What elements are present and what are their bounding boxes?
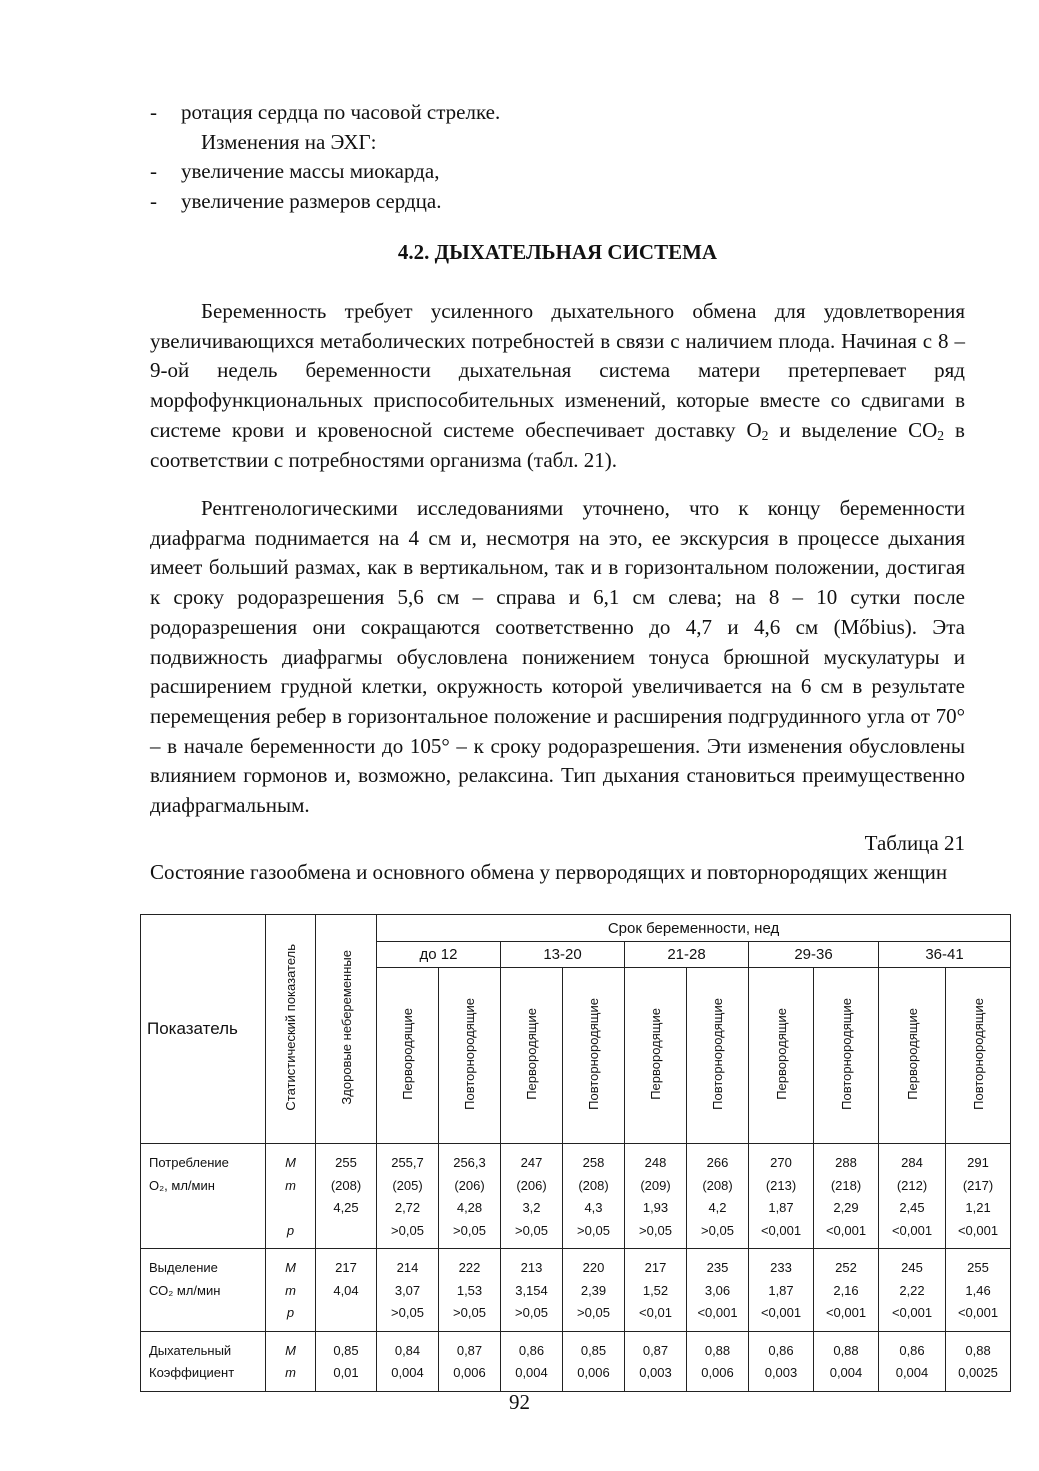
cell-value: (206)	[516, 1177, 547, 1193]
cell-value: 3,154	[515, 1282, 548, 1298]
column-header-multiparous	[439, 968, 501, 1144]
table-label: Таблица 21	[864, 831, 965, 855]
cell-value: 245	[901, 1260, 923, 1275]
table-cell	[814, 1331, 879, 1391]
cell-value: 213	[520, 1260, 543, 1275]
cell-value: 255,7	[391, 1155, 424, 1170]
table-cell	[266, 1144, 316, 1249]
table-cell	[316, 1249, 377, 1332]
cell-value: >0,05	[391, 1305, 424, 1320]
cell-value: <0,001	[957, 1305, 999, 1320]
cell-value: 0,86	[518, 1342, 545, 1358]
table-cell	[625, 1331, 687, 1391]
cell-value: 2,45	[899, 1200, 925, 1215]
table-row	[141, 1249, 1011, 1332]
header-text: Статистический показатель	[283, 944, 298, 1111]
header-text: Первородящие	[400, 1008, 415, 1100]
list-dash: -	[150, 159, 157, 184]
column-header-primiparous	[501, 968, 563, 1144]
cell-value: 288	[835, 1155, 857, 1170]
cell-value: 3,06	[704, 1282, 731, 1298]
paragraph-text: Беременность требует усиленного дыхательного обмена для удовлетворения увеличивающихся метаболических потребностей в связи с наличием плода. Начиная с 8 – 9-ой недель беременности дыхательная система матери претерпевает ряд морфофункциональных приспособительных изменений, которые вместе со сдвигами в системе крови и кровеносной системе обеспечивает доставку О	[150, 299, 965, 442]
cell-value: 266	[706, 1155, 729, 1170]
cell-value: <0,001	[891, 1305, 933, 1320]
header-text: Первородящие	[904, 1008, 920, 1100]
cell-value: 248	[644, 1155, 667, 1170]
table-cell	[377, 1249, 439, 1332]
table-cell	[501, 1249, 563, 1332]
table-cell	[439, 1249, 501, 1332]
cell-value: 284	[901, 1155, 923, 1170]
cell-value: >0,05	[453, 1305, 486, 1320]
cell-value: >0,05	[515, 1222, 548, 1238]
cell-value: 2,16	[833, 1282, 859, 1298]
table-cell	[814, 1144, 879, 1249]
page-number: 92	[509, 1390, 530, 1414]
table-cell	[687, 1144, 749, 1249]
cell-value: Выделение	[149, 1260, 218, 1275]
cell-value: 0,88	[833, 1342, 859, 1358]
cell-value: <0,01	[639, 1305, 672, 1320]
table-cell	[439, 1144, 501, 1249]
header-text: Повторнородящие	[462, 998, 477, 1110]
cell-value: СО₂ мл/мин	[149, 1282, 221, 1298]
cell-value: 1,52	[642, 1282, 669, 1298]
cell-value: 2,29	[833, 1200, 859, 1215]
column-header-indicator: Показатель	[141, 915, 266, 1144]
cell-value: 2,22	[899, 1282, 925, 1298]
cell-value: 4,04	[333, 1282, 359, 1298]
subscript: 2	[937, 427, 945, 443]
column-header-period: 29-36	[749, 942, 879, 968]
gas-exchange-table	[140, 914, 1011, 1392]
cell-value: <0,001	[760, 1305, 802, 1320]
cell-value: 1,46	[965, 1282, 991, 1298]
table-cell	[563, 1249, 625, 1332]
cell-value: m	[285, 1177, 296, 1193]
cell-value: >0,05	[577, 1305, 610, 1320]
table-cell	[563, 1331, 625, 1391]
cell-value: >0,05	[515, 1305, 548, 1320]
column-header-primiparous	[749, 968, 814, 1144]
cell-value: 1,21	[965, 1200, 991, 1215]
cell-value: 1,87	[768, 1282, 794, 1298]
header-text: Повторнородящие	[710, 998, 725, 1110]
cell-value: 3,07	[394, 1282, 421, 1298]
column-header-multiparous	[563, 968, 625, 1144]
cell-value: 0,004	[515, 1365, 548, 1380]
cell-value: (208)	[330, 1177, 362, 1193]
cell-value: (212)	[896, 1177, 928, 1193]
cell-value: 233	[770, 1260, 792, 1275]
table-cell	[625, 1144, 687, 1249]
cell-value: <0,001	[697, 1305, 738, 1320]
list-item: ротация сердца по часовой стрелке.	[181, 100, 501, 124]
header-text: Первородящие	[524, 1008, 539, 1100]
cell-value: 0,88	[704, 1342, 731, 1358]
column-header-healthy	[316, 915, 377, 1144]
body-paragraph	[150, 297, 965, 475]
column-header-stat	[266, 915, 316, 1144]
table-row	[141, 1331, 1011, 1391]
cell-value: 4,2	[708, 1200, 727, 1215]
cell-value: 0,006	[701, 1365, 734, 1380]
cell-value: <0,001	[760, 1222, 802, 1238]
cell-value: <0,001	[957, 1222, 999, 1238]
subscript: 2	[761, 427, 769, 443]
column-header-multiparous	[946, 968, 1011, 1144]
list-item: увеличение массы миокарда,	[181, 159, 440, 184]
cell-value: 247	[520, 1155, 543, 1170]
cell-value: 214	[396, 1260, 419, 1275]
cell-value: 291	[967, 1155, 989, 1170]
cell-value: p	[286, 1222, 295, 1238]
cell-value: Коэффициент	[149, 1365, 235, 1380]
list-dash: -	[150, 100, 157, 124]
cell-value: 0,86	[768, 1342, 794, 1358]
table-cell	[563, 1144, 625, 1249]
table-cell	[377, 1331, 439, 1391]
cell-value	[316, 1220, 376, 1243]
cell-value: (218)	[830, 1177, 862, 1193]
table-cell	[749, 1331, 814, 1391]
table-cell	[749, 1249, 814, 1332]
table-cell	[814, 1249, 879, 1332]
cell-value: 255	[335, 1155, 357, 1170]
column-header-primiparous	[879, 968, 946, 1144]
cell-value: <0,001	[891, 1222, 933, 1238]
table-cell	[879, 1144, 946, 1249]
cell-value: Потребление	[149, 1155, 229, 1170]
cell-value: 3,2	[522, 1200, 541, 1215]
cell-value: 255	[967, 1260, 989, 1275]
cell-value: 1,93	[642, 1200, 669, 1215]
cell-value: (213)	[765, 1177, 797, 1193]
cell-value: 220	[582, 1260, 605, 1275]
table-cell	[749, 1144, 814, 1249]
table-cell	[141, 1249, 266, 1332]
cell-value: >0,05	[639, 1222, 672, 1238]
cell-value: 0,004	[895, 1365, 929, 1380]
table-cell	[687, 1331, 749, 1391]
table-cell	[266, 1249, 316, 1332]
cell-value: >0,05	[453, 1222, 486, 1238]
cell-value: 0,003	[764, 1365, 798, 1380]
header-text: Первородящие	[648, 1008, 663, 1100]
cell-value: (208)	[702, 1177, 733, 1193]
table-cell	[687, 1249, 749, 1332]
cell-value: 0,85	[580, 1342, 607, 1358]
table-cell	[377, 1144, 439, 1249]
header-text: Повторнородящие	[586, 998, 601, 1110]
table-cell	[439, 1331, 501, 1391]
cell-value: 0,003	[639, 1365, 672, 1380]
column-header-period: 36-41	[879, 942, 1011, 968]
cell-value: >0,05	[391, 1222, 424, 1238]
cell-value: 217	[644, 1260, 667, 1275]
column-header-multiparous	[687, 968, 749, 1144]
table-cell	[316, 1144, 377, 1249]
cell-value: (208)	[578, 1177, 609, 1193]
cell-value: 0,004	[391, 1365, 424, 1380]
cell-value: 235	[706, 1260, 729, 1275]
column-header-period: до 12	[377, 942, 501, 968]
table-cell	[625, 1249, 687, 1332]
cell-value: 1,53	[456, 1282, 483, 1298]
column-header-primiparous	[625, 968, 687, 1144]
cell-value: p	[286, 1305, 295, 1320]
cell-value: О₂, мл/мин	[149, 1177, 215, 1193]
cell-value: m	[285, 1282, 296, 1298]
table-cell	[879, 1249, 946, 1332]
body-paragraph: Рентгенологическими исследованиями уточнено, что к концу беременности диафрагма поднимается на 4 см и, несмотря на это, ее экскурсия в процессе дыхания имеет больший размах, как в вертикальном, так и в горизонтальном положении, достигая к сроку родоразрешения 5,6 см – справа и 6,1 см слева; на 8 – 10 сутки после родоразрешения они сокращаются соответственно до 4,7 и 4,6 см (Mőbius). Эта подвижность диафрагмы обусловлена понижением тонуса брюшной мускулатуры и расширением грудной клетки, окружность которой увеличивается на 6 см в результате перемещения ребер в горизонтальное положение и расширения подгрудинного угла от 70° – в начале беременности до 105° – к сроку родоразрешения. Эти изменения обусловлены влиянием гормонов и, возможно, релаксина. Тип дыхания становиться преимущественно диафрагмальным.	[150, 496, 965, 818]
column-header-primiparous	[377, 968, 439, 1144]
cell-value: 0,004	[829, 1365, 863, 1380]
cell-value: 0,006	[453, 1365, 486, 1380]
cell-value: (205)	[392, 1177, 423, 1193]
ecg-subheading: Изменения на ЭХГ:	[201, 129, 377, 154]
cell-value: 0,86	[899, 1342, 925, 1358]
cell-value: 0,87	[456, 1342, 483, 1358]
table-cell	[946, 1331, 1011, 1391]
cell-value: 4,3	[584, 1200, 603, 1215]
intro-list	[0, 98, 1039, 228]
table-cell	[946, 1249, 1011, 1332]
cell-value: 0,87	[642, 1342, 669, 1358]
cell-value: M	[285, 1155, 296, 1170]
cell-value: 2,72	[394, 1200, 421, 1215]
cell-value: (206)	[454, 1177, 485, 1193]
cell-value: 2,39	[580, 1282, 607, 1298]
cell-value: 4,25	[333, 1200, 359, 1215]
table-cell	[946, 1144, 1011, 1249]
cell-value	[266, 1197, 315, 1220]
cell-value: 0,84	[394, 1342, 421, 1358]
cell-value: 252	[835, 1260, 857, 1275]
cell-value: m	[285, 1365, 296, 1380]
table-cell	[879, 1331, 946, 1391]
cell-value: 0,01	[333, 1365, 359, 1380]
paragraph-text: в соответствии с потребностями организма (табл. 21).	[150, 417, 965, 472]
table-cell	[141, 1144, 266, 1249]
cell-value: 258	[582, 1155, 605, 1170]
cell-value: M	[285, 1342, 296, 1358]
cell-value: 0,85	[333, 1342, 359, 1358]
cell-value: 4,28	[456, 1200, 483, 1215]
header-text: Здоровые небеременные	[338, 950, 354, 1105]
cell-value: 256,3	[453, 1155, 486, 1170]
list-dash: -	[150, 189, 157, 214]
cell-value: (209)	[640, 1177, 671, 1193]
section-heading: 4.2. ДЫХАТЕЛЬНАЯ СИСТЕМА	[397, 240, 718, 264]
column-header-multiparous	[814, 968, 879, 1144]
table-cell	[501, 1144, 563, 1249]
cell-value: >0,05	[577, 1222, 610, 1238]
table-caption: Состояние газообмена и основного обмена у первородящих и повторнородящих женщин	[150, 860, 948, 884]
table-cell	[501, 1331, 563, 1391]
cell-value: 0,0025	[958, 1365, 998, 1380]
cell-value: 222	[458, 1260, 481, 1275]
column-header-period: 21-28	[625, 942, 749, 968]
table-cell	[141, 1331, 266, 1391]
cell-value: 217	[335, 1260, 357, 1275]
table-row	[141, 1144, 1011, 1249]
table-cell	[266, 1331, 316, 1391]
cell-value: Дыхательный	[149, 1342, 232, 1358]
cell-value: 1,87	[768, 1200, 794, 1215]
paragraph-text: и выделение СО	[768, 417, 938, 442]
table-cell	[316, 1331, 377, 1391]
header-text: Первородящие	[773, 1008, 789, 1100]
cell-value: 0,88	[965, 1342, 991, 1358]
header-text: Повторнородящие	[970, 998, 986, 1110]
cell-value: <0,001	[825, 1305, 867, 1320]
column-header-period: 13-20	[501, 942, 625, 968]
header-text: Повторнородящие	[838, 998, 854, 1110]
cell-value: (217)	[962, 1177, 994, 1193]
cell-value	[316, 1302, 376, 1325]
list-item: увеличение размеров сердца.	[181, 189, 442, 214]
cell-value: <0,001	[825, 1222, 867, 1238]
cell-value: 0,006	[577, 1365, 610, 1380]
cell-value: 270	[770, 1155, 792, 1170]
cell-value: M	[285, 1260, 296, 1275]
column-header-term: Срок беременности, нед	[377, 915, 1011, 942]
cell-value: >0,05	[701, 1222, 734, 1238]
